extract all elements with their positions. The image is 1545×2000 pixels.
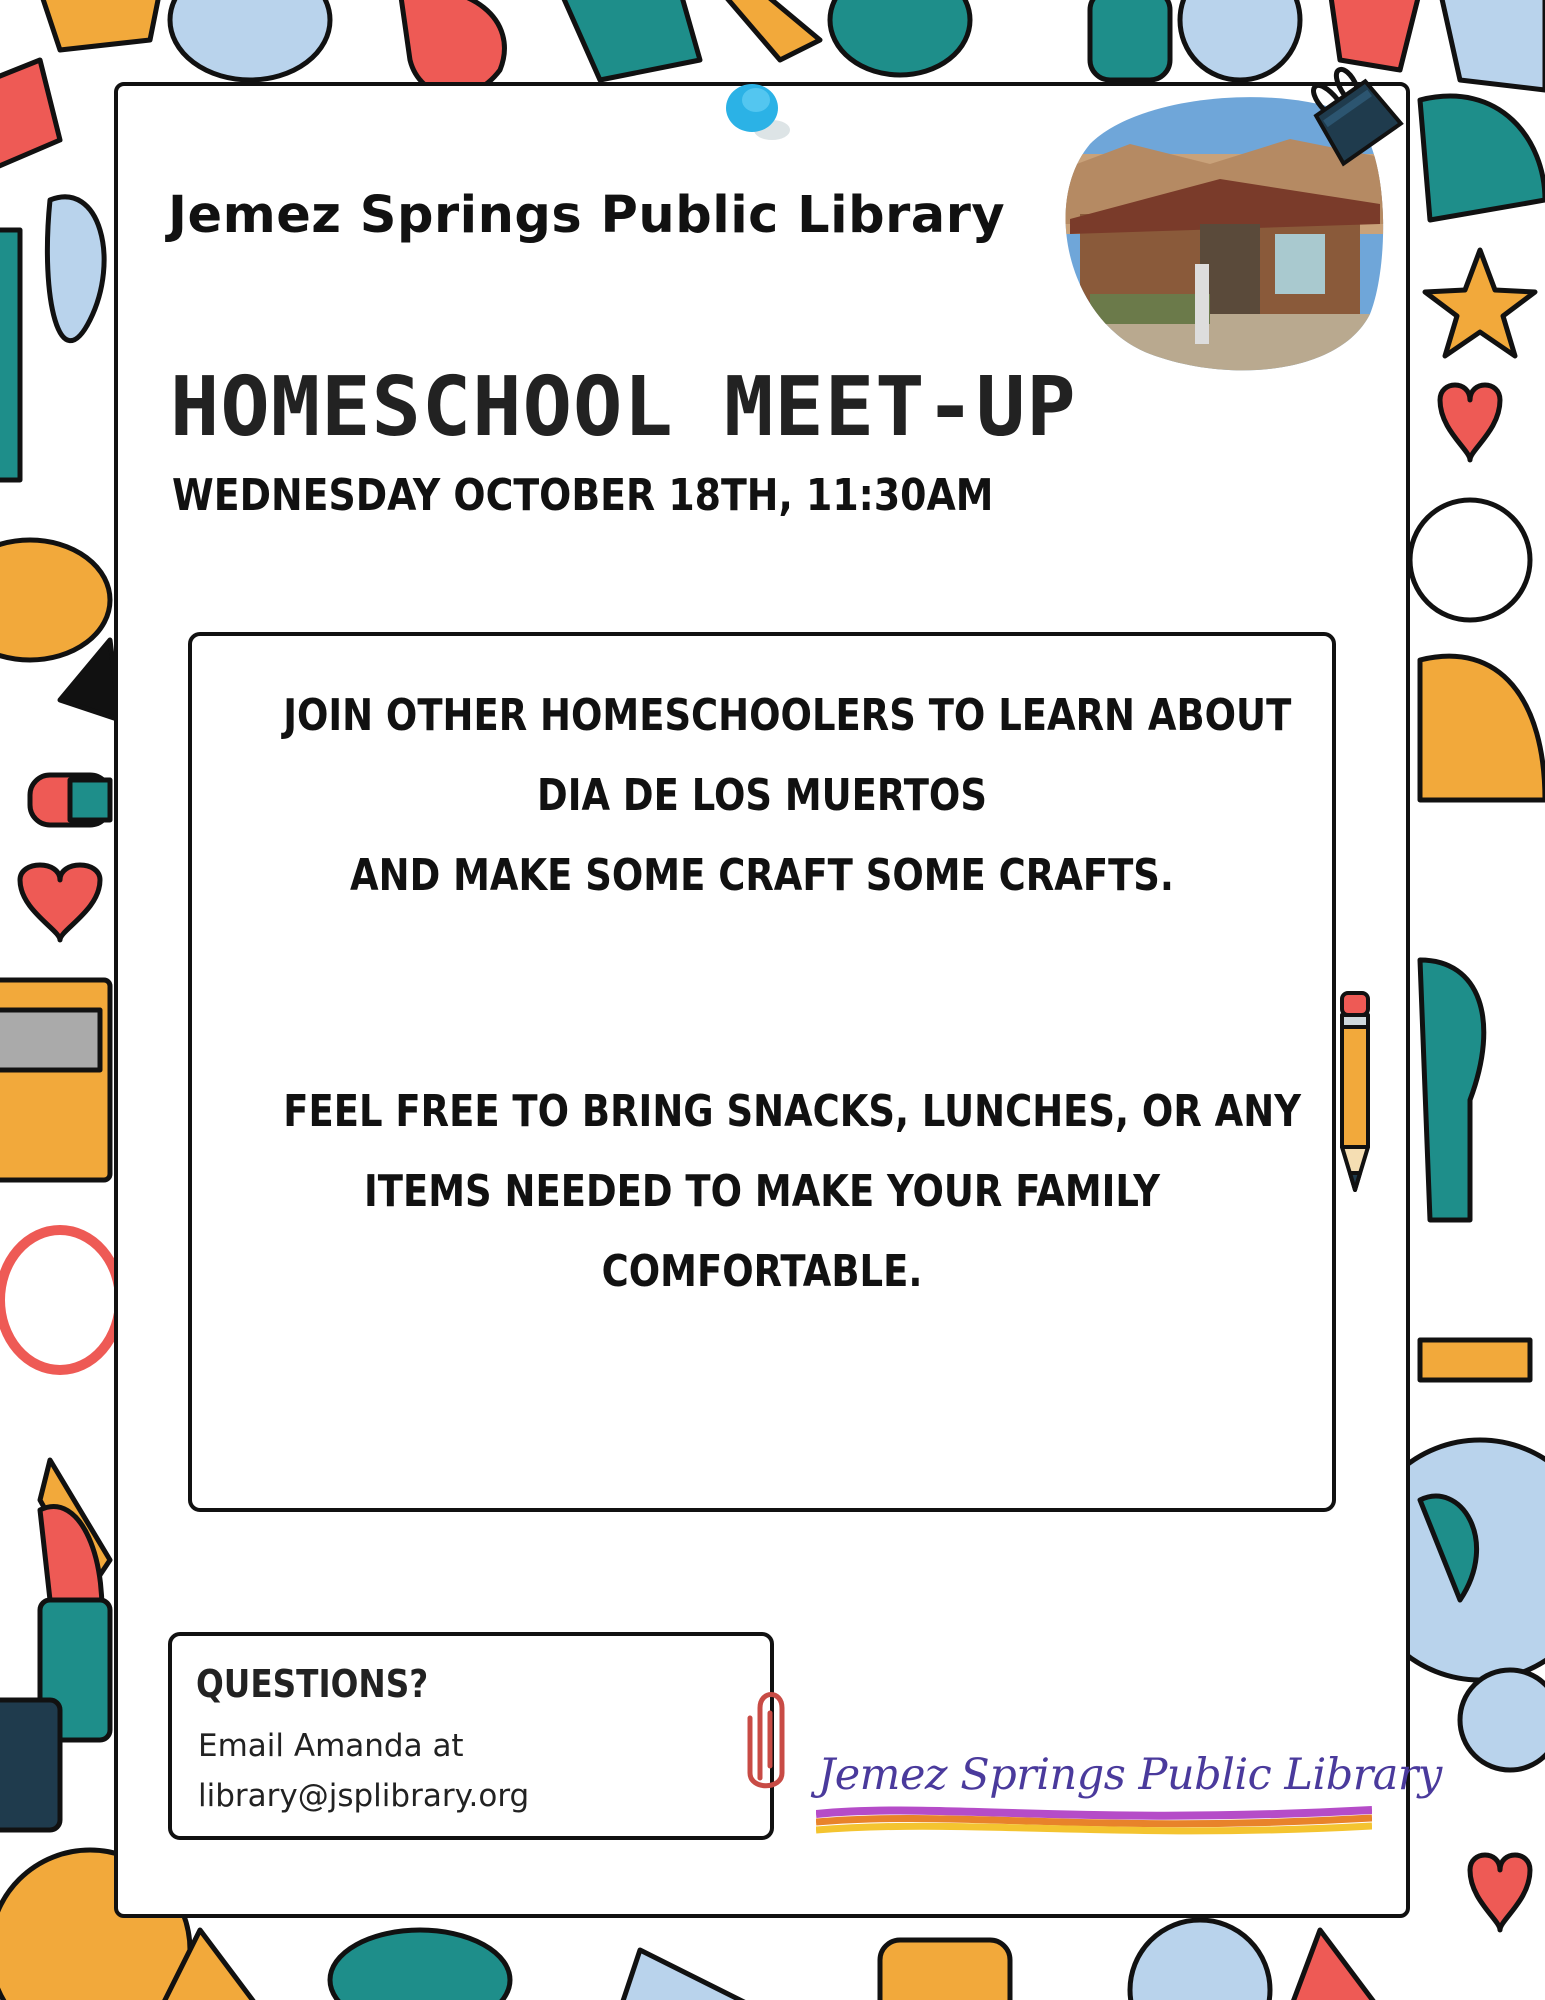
event-title: HOMESCHOOL MEET-UP: [170, 360, 1077, 455]
note-line: ITEMS NEEDED TO MAKE YOUR FAMILY: [364, 1166, 1160, 1217]
note-line: FEEL FREE TO BRING SNACKS, LUNCHES, OR ANY: [283, 1086, 1301, 1137]
event-description: [192, 676, 1332, 916]
paperclip-icon: [738, 1678, 800, 1798]
pencil-icon: [1330, 985, 1380, 1195]
event-datetime: WEDNESDAY OCTOBER 18TH, 11:30AM: [172, 470, 994, 521]
library-name-header: Jemez Springs Public Library: [168, 186, 1006, 245]
questions-heading: QUESTIONS?: [196, 1662, 429, 1706]
logo-text: Jemez Springs Public Library: [818, 1750, 1442, 1800]
logo-wave-icon: [816, 1806, 1372, 1840]
library-logo: [816, 1750, 1442, 1840]
contact-text: Email Amanda at: [198, 1728, 464, 1764]
binder-clip-icon: [1290, 54, 1420, 184]
pushpin-icon: [712, 78, 802, 148]
bring-items-note: [192, 1072, 1332, 1312]
note-line: COMFORTABLE.: [601, 1246, 923, 1297]
contact-email[interactable]: library@jsplibrary.org: [198, 1778, 530, 1814]
description-line: AND MAKE SOME CRAFT SOME CRAFTS.: [350, 850, 1174, 901]
questions-box: [168, 1632, 774, 1840]
event-details-box: [188, 632, 1336, 1512]
description-line: JOIN OTHER HOMESCHOOLERS TO LEARN ABOUT: [283, 690, 1292, 741]
description-line: DIA DE LOS MUERTOS: [537, 770, 987, 821]
